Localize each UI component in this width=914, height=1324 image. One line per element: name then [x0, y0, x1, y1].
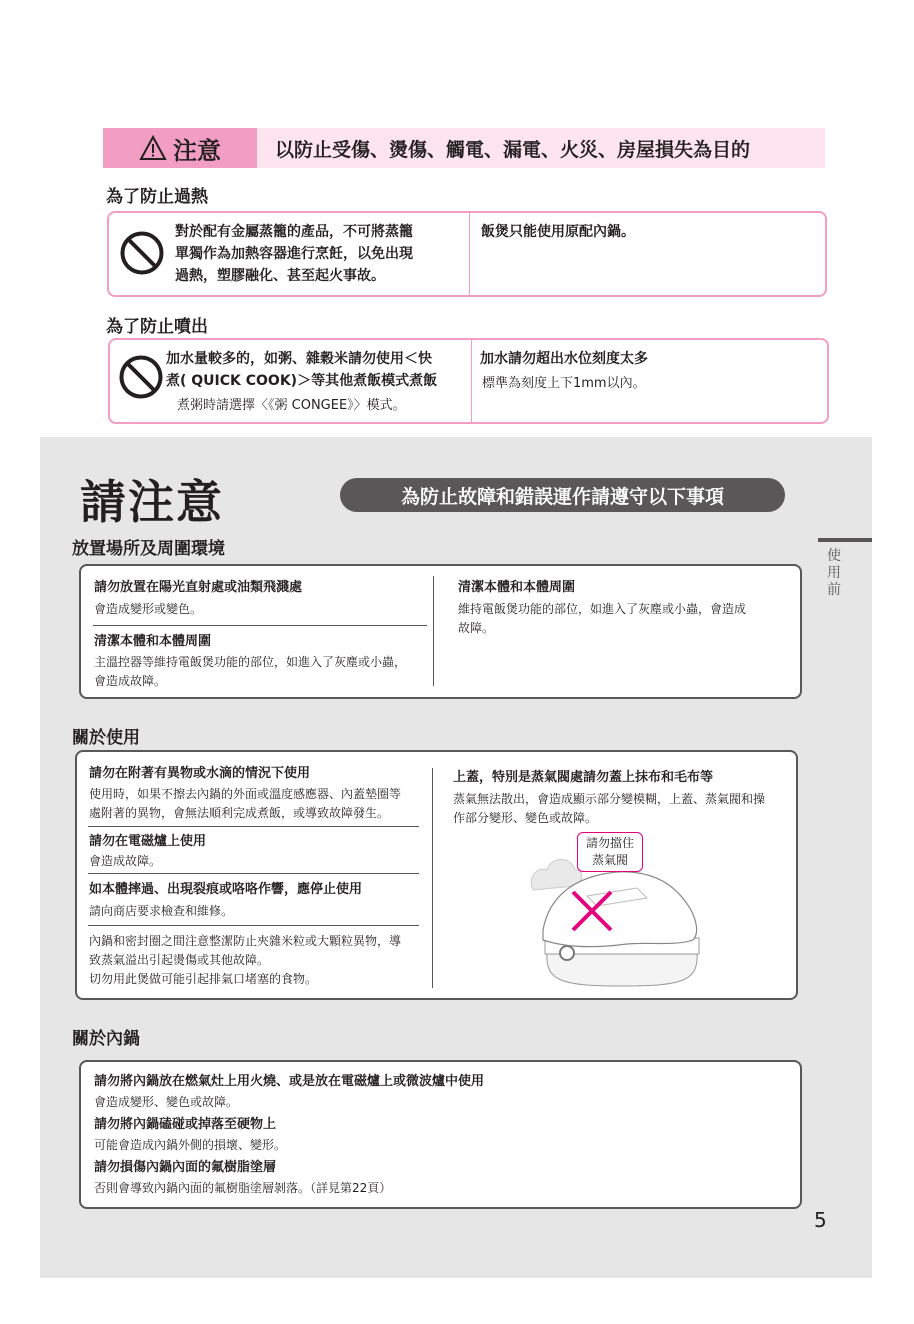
spray-heading: 為了防止噴出	[106, 317, 208, 337]
usage-b-text: 會造成故障。	[89, 854, 162, 868]
placement-heading: 放置場所及周圍環境	[72, 539, 225, 559]
innerpot-a-text: 會造成變形、變色或故障。	[94, 1095, 239, 1109]
placement-c-title: 清潔本體和本體周圍	[458, 580, 576, 595]
innerpot-c-title: 請勿損傷內鍋內面的氟樹脂塗層	[94, 1160, 277, 1175]
prohibited-icon	[119, 230, 165, 276]
usage-d-text: 內鍋和密封圈之間注意整潔防止夾雜米粒或大顆粒異物，導 致蒸氣溢出引起燙傷或其他故障。 切勿用此煲做可能引起排氣口堵塞的食物。	[89, 934, 402, 986]
usage-heading: 關於使用	[72, 728, 140, 748]
prohibited-icon	[118, 354, 164, 400]
placement-c-text: 維持電飯煲功能的部位，如進入了灰塵或小蟲，會造成 故障。	[458, 602, 747, 635]
overheat-right-text: 飯煲只能使用原配內鍋。	[481, 224, 635, 240]
placement-a-text: 會造成變形或變色。	[94, 602, 203, 616]
overheat-heading: 為了防止過熱	[106, 187, 208, 207]
spray-right-note: 標準為刻度上下1mm以內。	[482, 376, 646, 391]
placement-b-text: 主溫控器等維持電飯煲功能的部位，如進入了灰塵或小蟲， 會造成故障。	[94, 655, 407, 688]
placement-a-title: 請勿放置在陽光直射處或油類飛濺處	[94, 580, 303, 595]
innerpot-a-title: 請勿將內鍋放在燃氣灶上用火燒、或是放在電磁爐上或微波爐中使用	[94, 1074, 485, 1089]
spray-left-note: 煮粥時請選擇〈《粥 CONGEE》〉模式。	[177, 398, 406, 413]
notice-title: 請注意	[80, 475, 224, 529]
usage-b-title: 請勿在電磁爐上使用	[89, 834, 207, 849]
spray-box	[108, 338, 829, 424]
innerpot-heading: 關於內鍋	[72, 1029, 140, 1049]
side-tab-label: 使 用 前	[827, 548, 841, 598]
spray-right-title: 加水請勿超出水位刻度太多	[480, 351, 648, 367]
steam-valve-callout: 請勿擋住 蒸氣閥	[577, 832, 643, 872]
side-tab-bar	[818, 538, 872, 542]
usage-e-title: 上蓋，特別是蒸氣閥處請勿蓋上抹布和毛布等	[453, 770, 714, 785]
innerpot-c-text: 否則會導致內鍋內面的氟樹脂塗層剝落。（詳見第22頁）	[94, 1181, 392, 1195]
caution-title: 注意	[173, 136, 221, 165]
usage-a-text: 使用時，如果不擦去內鍋的外面或溫度感應器、內蓋墊圈等 處附著的異物，會無法順利完成煮飯，或導致故障發生。	[89, 787, 402, 820]
caution-banner	[257, 128, 825, 168]
warning-triangle-icon	[139, 135, 167, 161]
page-number: 5	[814, 1208, 827, 1232]
spray-left-text: 加水量較多的，如粥、雜穀米請勿使用＜快 煮( QUICK COOK)＞等其他煮飯模式煮飯	[166, 351, 438, 389]
caution-banner-text: 以防止受傷、燙傷、觸電、漏電、火災、房屋損失為目的	[275, 138, 751, 161]
placement-b-title: 清潔本體和本體周圍	[94, 634, 212, 649]
caution-label	[103, 128, 257, 168]
innerpot-b-title: 請勿將內鍋磕碰或掉落至硬物上	[94, 1117, 277, 1132]
usage-a-title: 請勿在附著有異物或水滴的情況下使用	[89, 766, 311, 781]
usage-c-title: 如本體摔過、出現裂痕或咯咯作響，應停止使用	[89, 882, 363, 897]
overheat-left-text: 對於配有金屬蒸籠的產品，不可將蒸籠 單獨作為加熱容器進行烹飪，以免出現 過熱，塑膠融化、甚至起火事故。	[175, 224, 413, 284]
usage-e-text: 蒸氣無法散出，會造成顯示部分變模糊，上蓋、蒸氣閥和操 作部分變形、變色或故障。	[453, 792, 766, 825]
overheat-box	[107, 211, 827, 297]
placement-box	[79, 564, 802, 699]
usage-c-text: 請向商店要求檢查和維修。	[89, 904, 234, 918]
usage-box	[75, 750, 798, 1000]
innerpot-box	[79, 1060, 802, 1209]
notice-pill: 為防止故障和錯誤運作請遵守以下事項	[340, 478, 785, 512]
innerpot-b-text: 可能會造成內鍋外側的損壞、變形。	[94, 1138, 287, 1152]
